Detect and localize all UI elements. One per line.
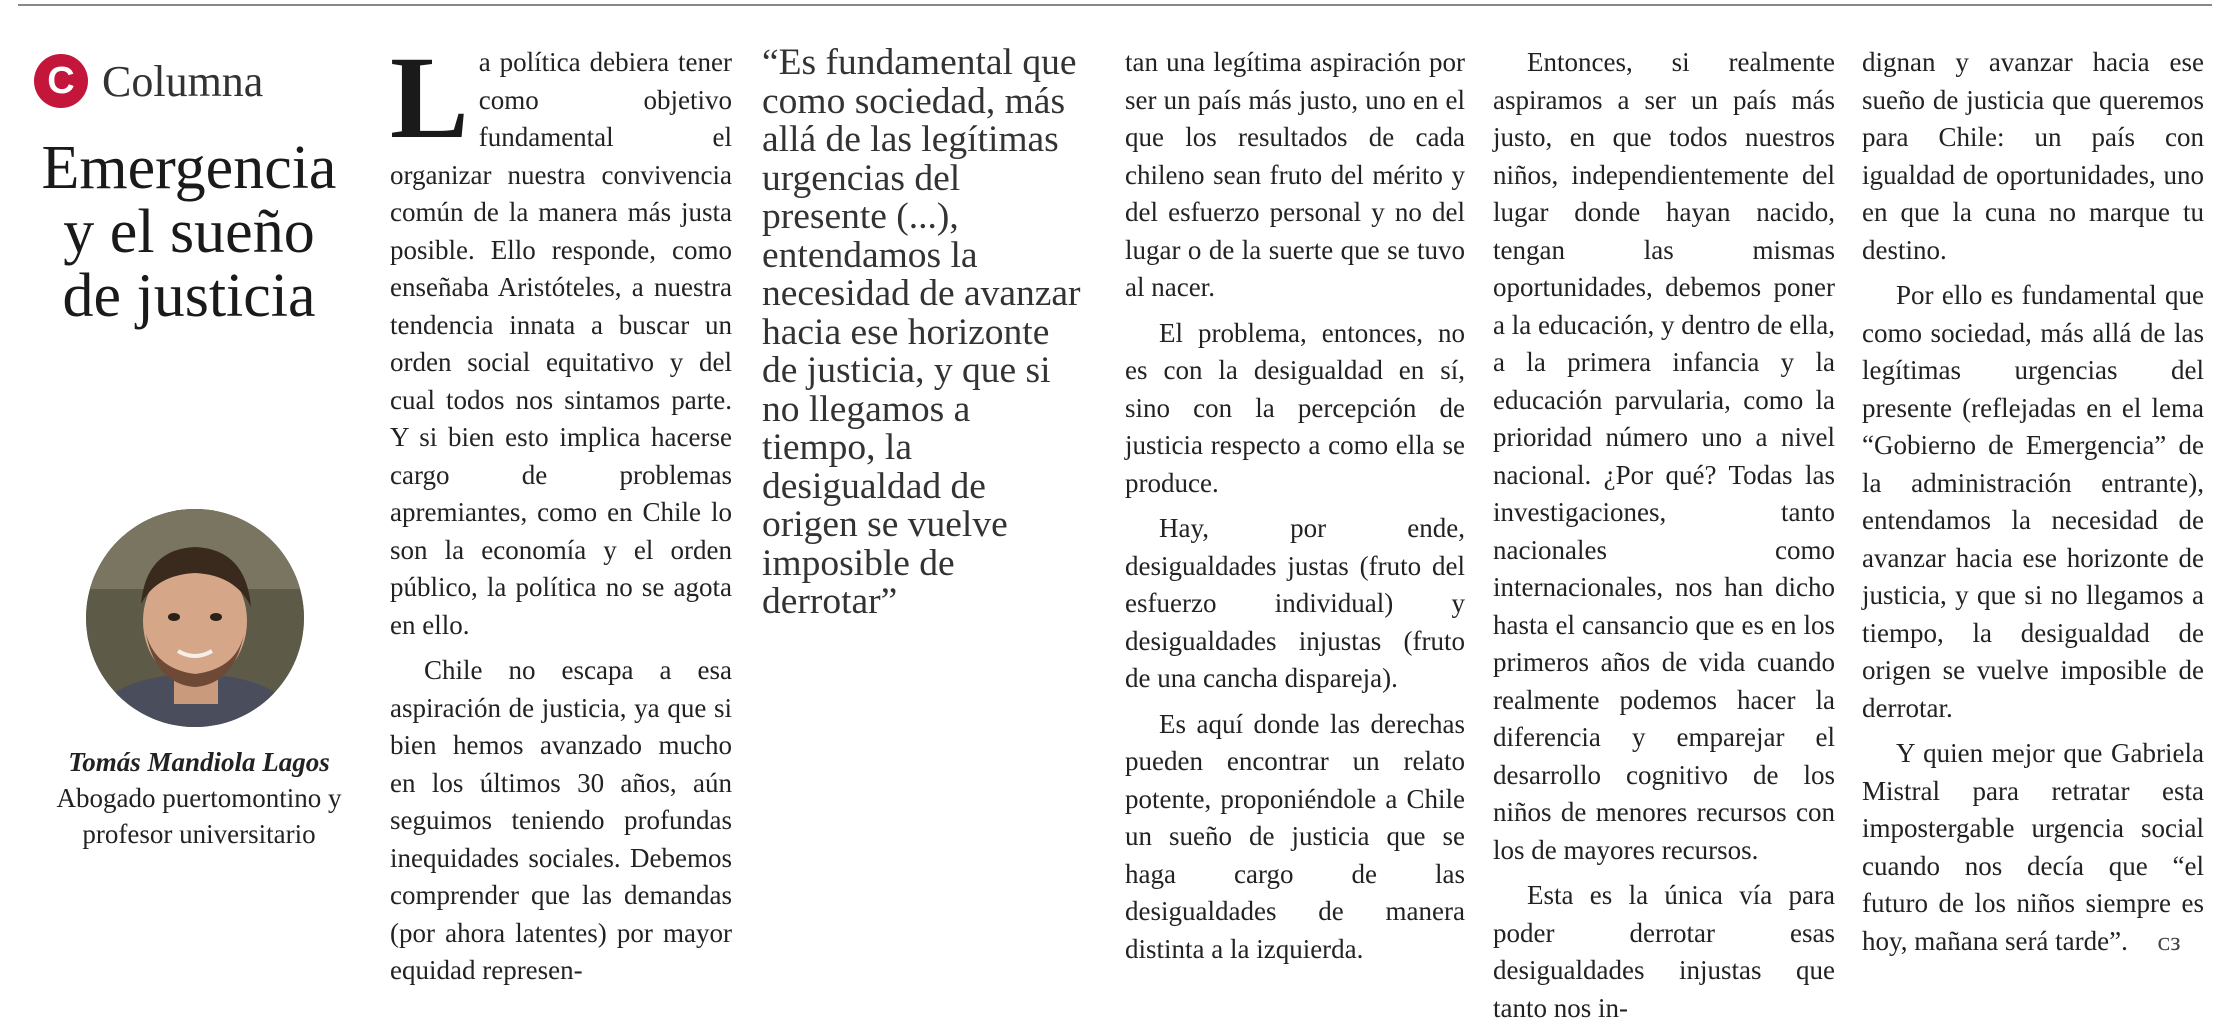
column-header — [34, 54, 344, 849]
article-paragraph: Entonces, si realmente aspiramos a ser un país más justo, en que todos nuestros niños, independientemente del lugar donde hayan nacido, tengan las mismas oportunidades, debemos poner a la educación, y dentro de ella, a la primera infancia y la educación parvularia, como la prioridad número uno a nivel nacional. ¿Por qué? Todas las investigaciones, tanto nacionales como internacionales, nos han dicho hasta el cansancio que es en los primeros años de vida cuando realmente podemos hacer la diferencia y emparejar el desarrollo cognitivo de los niños de menores recursos con los de mayores recursos. — [1493, 47, 1835, 865]
section-label: Columna — [102, 56, 264, 106]
paragraph-text: a política debiera tener como objetivo fundamental el organizar nuestra convivencia común de la manera más justa posible. Ello responde, como enseñaba Aristóteles, a nuestra tendencia innata a buscar un orden social equitativo y del cual todos nos sintamos parte. Y si bien esto implica hacerse cargo de problemas apremiantes, como en Chile lo son la economía y el orden público, la política no se agota en ello. — [390, 47, 732, 640]
headline: Emergencia y el sueño de justicia — [41, 134, 337, 330]
article-paragraph — [390, 32, 732, 644]
article-column-1 — [390, 32, 732, 998]
article-paragraph: Es aquí donde las derechas pueden encontrar un relato potente, proponiéndole a Chile un sueño de justicia que se haga cargo de las desigualdades de manera distinta a la izquierda. — [1125, 708, 1465, 964]
article-paragraph: dignan y avanzar hacia ese sueño de justicia que queremos para Chile: un país con igualdad de oportunidades, uno en que la cuna no marque tu destino. — [1862, 47, 2204, 265]
section-header — [34, 54, 344, 108]
author-role: Abogado puertomontino y profesor universitario — [56, 783, 342, 849]
section-badge-icon: C — [34, 54, 88, 108]
end-mark-icon: ᴄᴈ — [2157, 926, 2181, 956]
pull-quote-column — [762, 44, 1088, 622]
top-rule — [18, 4, 2212, 6]
author-name: Tomás Mandiola Lagos — [68, 747, 330, 777]
paragraph-text: Y quien mejor que Gabriela Mistral para retratar esta impostergable urgencia social cuando nos decía que “el futuro de los niños siempre es hoy, mañana será tarde”. — [1862, 738, 2204, 956]
article-column-4 — [1862, 44, 2204, 968]
article-paragraph: Chile no escapa a esa aspiración de justicia, ya que si bien hemos avanzado mucho en los últimos 30 años, aún seguimos teniendo profundas inequidades sociales. Debemos comprender que las demandas (por ahora latentes) por mayor equidad represen- — [390, 655, 732, 985]
author-portrait-icon — [86, 509, 304, 727]
article-paragraph: Esta es la única vía para poder derrotar esas desigualdades injustas que tanto nos in- — [1493, 880, 1835, 1023]
article-paragraph: tan una legítima aspiración por ser un país más justo, uno en el que los resultados de cada chileno sean fruto del mérito y del esfuerzo personal y no del lugar o de la suerte que se tuvo al nacer. — [1125, 47, 1465, 302]
article-paragraph: El problema, entonces, no es con la desigualdad en sí, sino con la percepción de justicia respecto a como ella se produce. — [1125, 317, 1465, 498]
author-byline — [34, 744, 364, 852]
article-paragraph: Por ello es fundamental que como sociedad, más allá de las legítimas urgencias del presente (reflejadas en el lema “Gobierno de Emergencia” de la administración entrante), entendamos la necesidad de avanzar hacia ese horizonte de justicia, y que si no llegamos a tiempo, la desigualdad de origen se vuelve imposible de derrotar. — [1862, 280, 2204, 723]
article-paragraph — [1862, 735, 2204, 960]
dropcap: L — [390, 32, 469, 163]
article-column-2 — [1125, 44, 1465, 976]
article-column-3 — [1493, 44, 1835, 1035]
author-photo — [86, 509, 304, 727]
pull-quote: “Es fundamental que como sociedad, más allá de las legítimas urgencias del presente (...), entendamos la necesidad de avanzar hacia ese horizonte de justicia, y que si no llegamos a tiempo, la desigualdad de origen se vuelve imposible de derrotar” — [762, 42, 1081, 622]
article-paragraph: Hay, por ende, desigualdades justas (fruto del esfuerzo individual) y desigualdades injustas (fruto de una cancha dispareja). — [1125, 513, 1465, 693]
